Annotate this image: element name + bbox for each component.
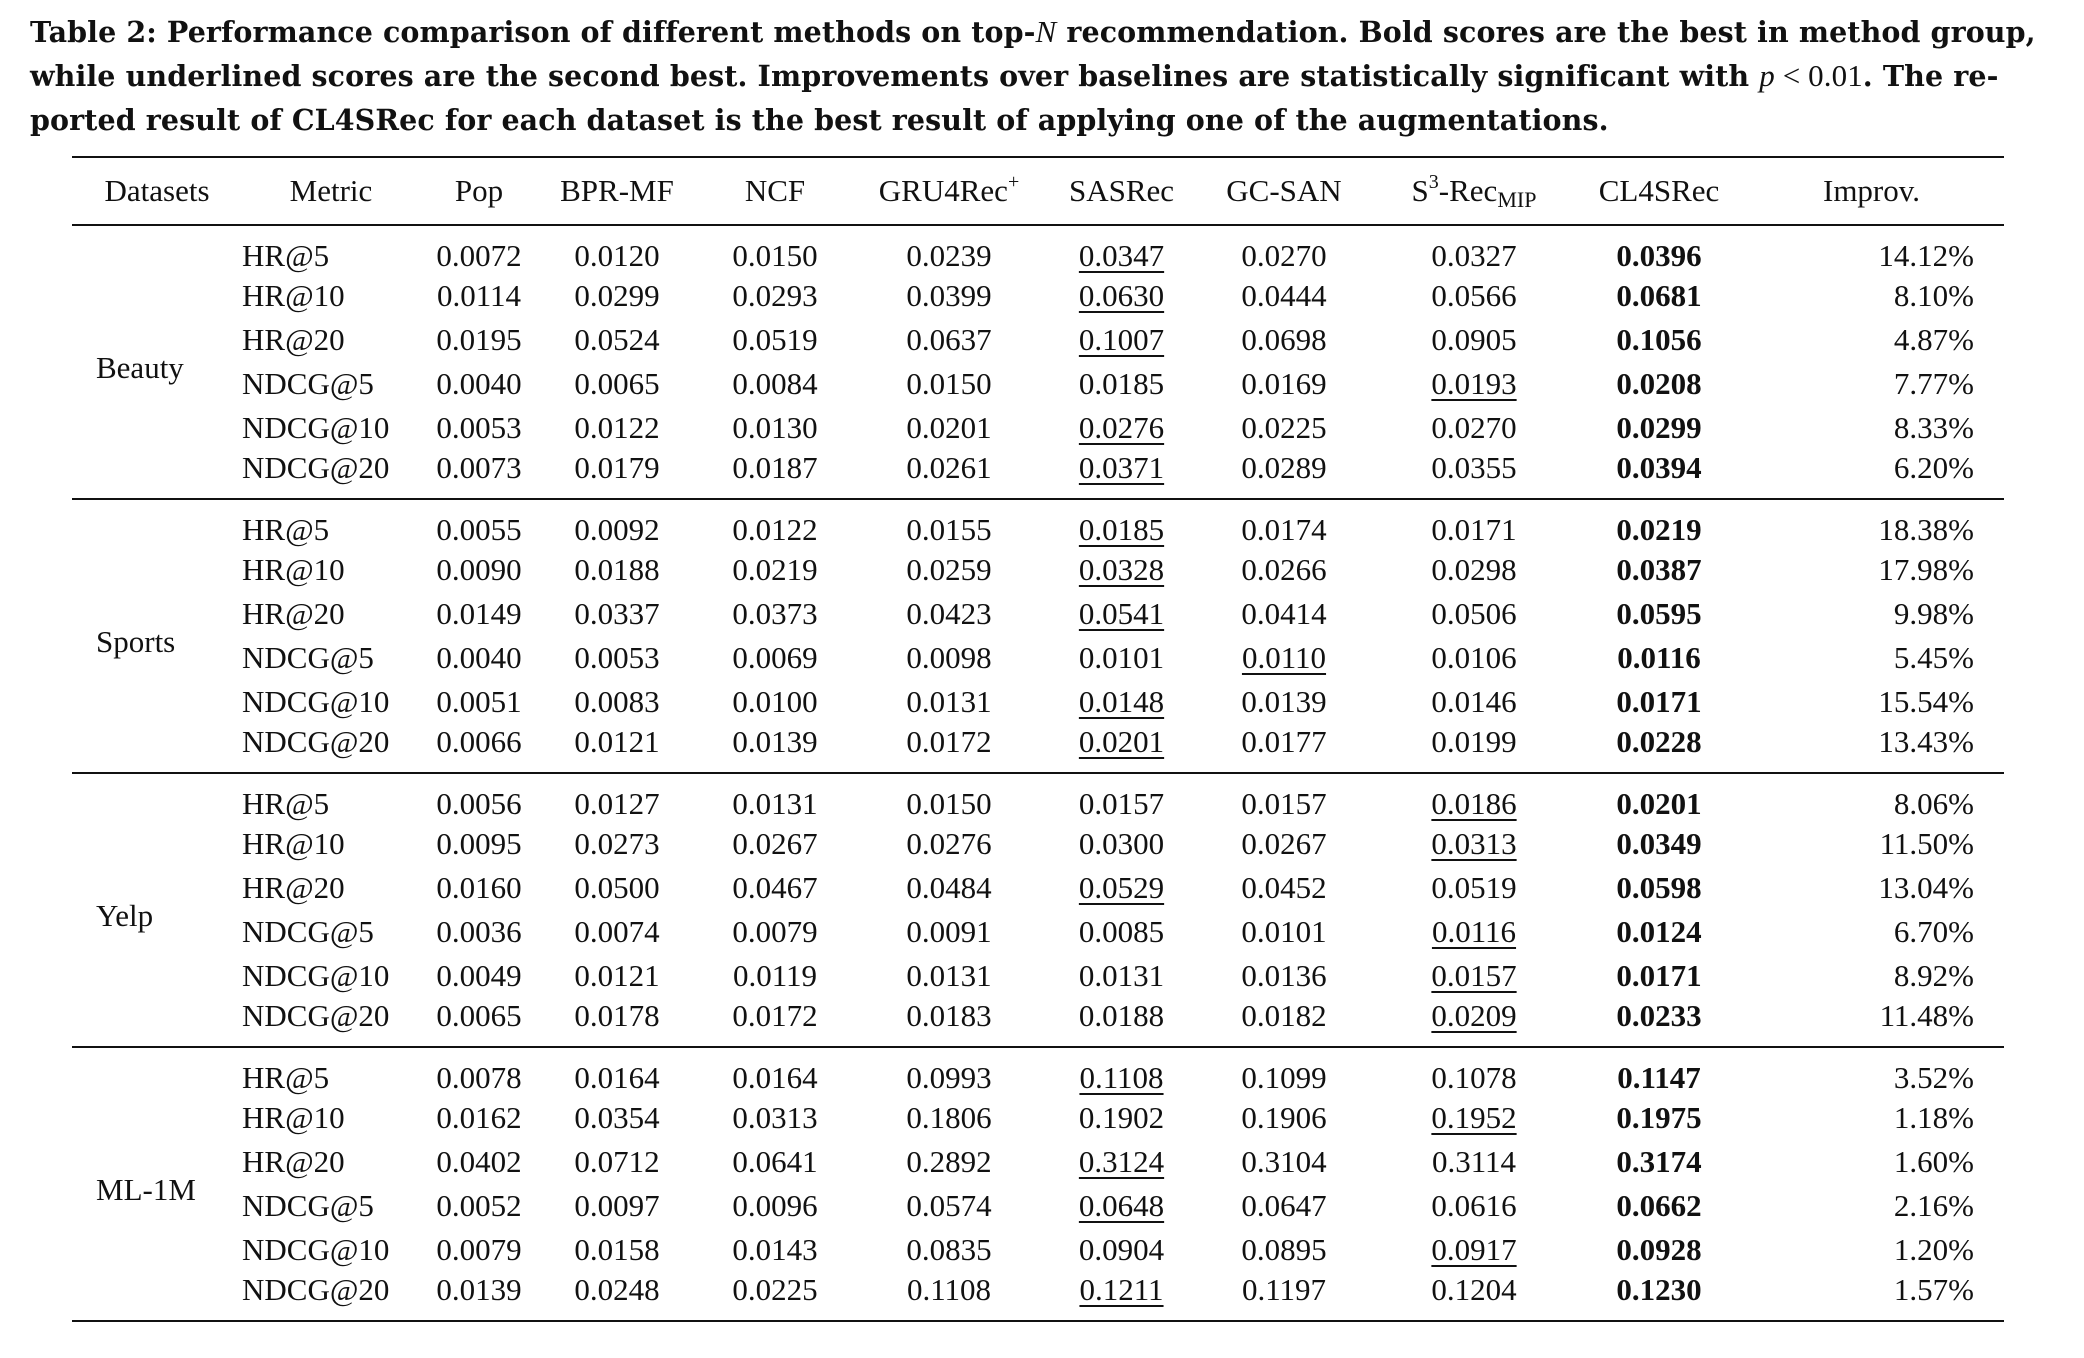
improvement-cell: 17.98% [1878,552,1974,587]
score-cell: 0.0647 [1241,1188,1327,1223]
table-row [72,1184,2004,1228]
score-cell: 0.0261 [906,450,992,485]
score-cell: 0.0139 [732,724,818,759]
metric-name: NDCG@5 [242,1188,374,1223]
score-cell: 0.0917 [1431,1232,1517,1267]
score-cell: 0.3114 [1431,1144,1517,1179]
score-cell: 0.0120 [574,238,660,273]
score-cell: 0.0121 [574,724,660,759]
score-cell: 0.0574 [906,1188,992,1223]
improvement-cell: 6.20% [1893,450,1974,485]
score-cell: 0.0158 [574,1232,660,1267]
table-row [72,822,2004,866]
table-row [72,406,2004,450]
metric-name: HR@10 [242,826,345,861]
score-cell: 0.0414 [1241,596,1327,631]
score-cell: 0.0904 [1078,1232,1165,1267]
score-cell: 0.0270 [1431,410,1517,445]
metric-name: NDCG@10 [242,410,390,445]
improvement-cell: 1.18% [1893,1100,1974,1135]
table-row [72,773,2004,822]
score-cell: 0.0095 [436,826,522,861]
improvement-cell: 3.52% [1893,1060,1974,1095]
score-cell: 0.0097 [574,1188,660,1223]
score-cell: 0.0349 [1616,826,1702,861]
metric-name: HR@5 [242,238,330,273]
score-cell: 0.0266 [1241,552,1327,587]
table-row [72,362,2004,406]
improvement-cell: 8.10% [1893,278,1974,313]
score-cell: 0.0201 [1616,786,1702,821]
score-cell: 0.0201 [906,410,992,445]
score-cell: 0.0171 [1431,512,1517,547]
score-cell: 0.0524 [574,322,660,357]
score-cell: 0.0637 [906,322,992,357]
score-cell: 0.0157 [1431,958,1517,993]
score-cell: 0.1230 [1616,1272,1702,1307]
dataset-group [72,225,2004,499]
score-cell: 0.0519 [732,322,818,357]
score-cell: 0.0177 [1241,724,1327,759]
score-cell: 0.0065 [436,998,522,1033]
score-cell: 0.0124 [1616,914,1702,949]
score-cell: 0.0327 [1431,238,1517,273]
score-cell: 0.0148 [1078,684,1165,719]
score-cell: 0.0355 [1431,450,1517,485]
score-cell: 0.0179 [574,450,660,485]
header-pop: Pop [454,173,504,208]
score-cell: 0.0273 [574,826,660,861]
score-cell: 0.0150 [906,366,992,401]
score-cell: 0.0131 [906,958,992,993]
metric-name: HR@20 [242,596,345,631]
score-cell: 0.0328 [1078,552,1165,587]
table-row [72,1272,2004,1321]
score-cell: 0.0228 [1616,724,1702,759]
score-cell: 0.0371 [1078,450,1165,485]
score-cell: 0.0313 [1431,826,1517,861]
score-cell: 0.0444 [1241,278,1327,313]
table-row [72,724,2004,773]
score-cell: 0.0394 [1616,450,1702,485]
score-cell: 0.0106 [1431,640,1517,675]
improvement-cell: 9.98% [1893,596,1974,631]
score-cell: 0.0347 [1078,238,1165,273]
score-cell: 0.0467 [732,870,818,905]
improvement-cell: 8.06% [1893,786,1974,821]
improvement-cell: 4.87% [1893,322,1974,357]
improvement-cell: 1.60% [1893,1144,1974,1179]
score-cell: 0.0110 [1241,640,1327,675]
score-cell: 0.0187 [732,450,818,485]
score-cell: 0.0905 [1431,322,1517,357]
score-cell: 0.0452 [1241,870,1327,905]
score-cell: 0.0065 [574,366,660,401]
score-cell: 0.1197 [1241,1272,1327,1307]
score-cell: 0.0219 [1616,512,1702,547]
score-cell: 0.0036 [436,914,522,949]
score-cell: 0.0150 [732,238,818,273]
score-cell: 0.0373 [732,596,818,631]
score-cell: 0.0185 [1078,512,1165,547]
score-cell: 0.0298 [1431,552,1517,587]
dataset-name: Sports [96,624,176,659]
score-cell: 0.0300 [1078,826,1165,861]
score-cell: 0.0598 [1616,870,1702,905]
score-cell: 0.0053 [574,640,660,675]
score-cell: 0.0178 [574,998,660,1033]
table-row [72,1047,2004,1096]
score-cell: 0.0130 [732,410,818,445]
dataset-name: ML-1M [96,1172,196,1207]
score-cell: 0.0500 [574,870,660,905]
score-cell: 0.0172 [732,998,818,1033]
score-cell: 0.0630 [1078,278,1165,313]
table-row [72,636,2004,680]
score-cell: 0.0313 [732,1100,818,1135]
score-cell: 0.0233 [1616,998,1702,1033]
score-cell: 0.1806 [906,1100,992,1135]
score-cell: 0.0641 [732,1144,818,1179]
table-row [72,318,2004,362]
dataset-group [72,1047,2004,1321]
score-cell: 0.0267 [1241,826,1327,861]
score-cell: 0.3124 [1078,1144,1165,1179]
header-s3rec: $S^3-Rec_{MIP}$ [1411,171,1537,212]
score-cell: 0.1108 [906,1272,992,1307]
metric-name: HR@20 [242,1144,345,1179]
score-cell: 0.2892 [906,1144,992,1179]
header-gcsan: GC-SAN [1226,173,1342,208]
score-cell: 0.0069 [732,640,818,675]
score-cell: 0.0049 [436,958,522,993]
score-cell: 0.0171 [1616,958,1702,993]
score-cell: 0.0072 [436,238,522,273]
table-row [72,450,2004,499]
score-cell: 0.0164 [574,1060,660,1095]
score-cell: 0.0185 [1078,366,1165,401]
score-cell: 0.1952 [1431,1100,1517,1135]
header-row [72,157,2004,225]
table-row [72,499,2004,548]
improvement-cell: 11.48% [1879,998,1974,1033]
table-row [72,1228,2004,1272]
score-cell: 0.0506 [1431,596,1517,631]
dataset-name: Beauty [96,350,184,385]
dataset-group [72,499,2004,773]
score-cell: 0.0078 [436,1060,522,1095]
score-cell: 0.0225 [1241,410,1327,445]
improvement-cell: 2.16% [1893,1188,1974,1223]
improvement-cell: 13.43% [1878,724,1974,759]
metric-name: NDCG@20 [242,998,390,1033]
score-cell: 0.0053 [436,410,522,445]
metric-name: NDCG@10 [242,1232,390,1267]
score-cell: 0.0157 [1078,786,1165,821]
score-cell: 0.0052 [436,1188,522,1223]
score-cell: 0.0079 [732,914,818,949]
score-cell: 0.0595 [1616,596,1702,631]
score-cell: 0.1078 [1431,1060,1517,1095]
metric-name: NDCG@5 [242,366,374,401]
metric-name: NDCG@10 [242,958,390,993]
score-cell: 0.0484 [906,870,992,905]
score-cell: 0.0648 [1078,1188,1165,1223]
caption-line-3: ported result of CL4SRec for each dataset is the best result of applying one of the augmentations. [30,103,1609,137]
score-cell: 0.0116 [1617,640,1701,675]
table-row [72,1096,2004,1140]
improvement-cell: 14.12% [1878,238,1974,273]
score-cell: 0.0698 [1241,322,1327,357]
score-cell: 0.0131 [1078,958,1165,993]
score-cell: 0.0079 [436,1232,522,1267]
table-row [72,548,2004,592]
score-cell: 0.0083 [574,684,660,719]
score-cell: 0.3174 [1616,1144,1702,1179]
score-cell: 0.0225 [732,1272,818,1307]
score-cell: 0.0174 [1241,512,1327,547]
score-cell: 0.0354 [574,1100,660,1135]
metric-name: HR@5 [242,1060,330,1095]
score-cell: 0.1204 [1431,1272,1517,1307]
table-row [72,225,2004,274]
metric-name: NDCG@5 [242,640,374,675]
metric-name: HR@5 [242,512,330,547]
score-cell: 0.0096 [732,1188,818,1223]
metric-name: HR@20 [242,870,345,905]
score-cell: 0.0299 [574,278,660,313]
score-cell: 0.0928 [1616,1232,1702,1267]
score-cell: 0.0248 [574,1272,660,1307]
score-cell: 0.0169 [1241,366,1327,401]
score-cell: 0.1108 [1079,1060,1164,1095]
score-cell: 0.0091 [906,914,992,949]
results-table [72,156,2004,1322]
score-cell: 0.0084 [732,366,818,401]
metric-name: NDCG@20 [242,450,390,485]
score-cell: 0.0122 [574,410,660,445]
score-cell: 0.0186 [1431,786,1517,821]
caption-line-2: while underlined scores are the second best. Improvements over baselines are statistically significant with p < 0.01. The re- [30,58,1999,93]
table-row [72,954,2004,998]
improvement-cell: 11.50% [1879,826,1974,861]
improvement-cell: 6.70% [1893,914,1974,949]
score-cell: 0.0157 [1241,786,1327,821]
table-row [72,998,2004,1047]
score-cell: 0.0073 [436,450,522,485]
improvement-cell: 1.57% [1893,1272,1974,1307]
score-cell: 0.0239 [906,238,992,273]
improvement-cell: 8.33% [1893,410,1974,445]
score-cell: 0.0299 [1616,410,1702,445]
score-cell: 0.0114 [436,278,522,313]
score-cell: 0.1975 [1616,1100,1702,1135]
score-cell: 0.0040 [436,366,522,401]
score-cell: 0.0259 [906,552,992,587]
score-cell: 0.1211 [1079,1272,1164,1307]
improvement-cell: 13.04% [1878,870,1974,905]
score-cell: 0.0116 [1431,914,1517,949]
score-cell: 0.0171 [1616,684,1702,719]
header-cl4srec: CL4SRec [1598,173,1720,208]
improvement-cell: 7.77% [1893,366,1974,401]
score-cell: 0.0541 [1078,596,1165,631]
metric-name: HR@10 [242,278,345,313]
score-cell: 0.0662 [1616,1188,1702,1223]
score-cell: 0.0209 [1431,998,1517,1033]
score-cell: 0.0101 [1241,914,1327,949]
score-cell: 0.0155 [906,512,992,547]
score-cell: 0.0121 [574,958,660,993]
score-cell: 0.0519 [1431,870,1517,905]
table-row [72,1140,2004,1184]
score-cell: 0.0122 [732,512,818,547]
score-cell: 0.0293 [732,278,818,313]
score-cell: 0.0835 [906,1232,992,1267]
score-cell: 0.0162 [436,1100,522,1135]
score-cell: 0.0188 [574,552,660,587]
dataset-name: Yelp [96,898,154,933]
score-cell: 0.0201 [1078,724,1165,759]
score-cell: 0.0066 [436,724,522,759]
caption-math: p < 0.01 [1759,58,1863,93]
score-cell: 0.0195 [436,322,522,357]
score-cell: 0.0090 [436,552,522,587]
score-cell: 0.0193 [1431,366,1517,401]
caption-line-1: Table 2: Performance comparison of different methods on top-N recommendation. Bold scores are the best in method group, [30,14,2036,49]
score-cell: 0.0139 [436,1272,522,1307]
table-row [72,592,2004,636]
score-cell: 0.0267 [732,826,818,861]
table-row [72,680,2004,724]
metric-name: HR@10 [242,552,345,587]
score-cell: 0.0182 [1241,998,1327,1033]
score-cell: 0.0051 [436,684,522,719]
score-cell: 0.0139 [1241,684,1327,719]
score-cell: 0.1007 [1078,322,1165,357]
score-cell: 0.0270 [1241,238,1327,273]
score-cell: 0.1906 [1241,1100,1327,1135]
score-cell: 0.0566 [1431,278,1517,313]
score-cell: 0.1099 [1241,1060,1327,1095]
score-cell: 0.1902 [1078,1100,1165,1135]
metric-name: NDCG@10 [242,684,390,719]
score-cell: 0.0150 [906,786,992,821]
metric-name: HR@5 [242,786,330,821]
score-cell: 0.0616 [1431,1188,1517,1223]
header-bprmf: BPR-MF [560,173,674,208]
header-metric: Metric [289,173,373,208]
improvement-cell: 15.54% [1878,684,1974,719]
score-cell: 0.0276 [906,826,992,861]
score-cell: 0.0092 [574,512,660,547]
score-cell: 0.0119 [732,958,818,993]
caption-var-n: N [1035,14,1057,49]
header-sasrec: SASRec [1068,173,1175,208]
score-cell: 0.0136 [1241,958,1327,993]
score-cell: 0.0074 [574,914,660,949]
score-cell: 0.0208 [1616,366,1702,401]
score-cell: 0.1147 [1617,1060,1701,1095]
header-ncf: NCF [744,173,806,208]
score-cell: 0.0160 [436,870,522,905]
score-cell: 0.0143 [732,1232,818,1267]
score-cell: 0.0098 [906,640,992,675]
score-cell: 0.0681 [1616,278,1702,313]
improvement-cell: 1.20% [1893,1232,1974,1267]
score-cell: 0.0219 [732,552,818,587]
table-caption [30,10,2055,142]
score-cell: 0.0100 [732,684,818,719]
score-cell: 0.0127 [574,786,660,821]
score-cell: 0.0199 [1431,724,1517,759]
header-gru4rec: GRU4Rec+ [878,171,1020,208]
score-cell: 0.0172 [906,724,992,759]
metric-name: NDCG@20 [242,724,390,759]
score-cell: 0.0276 [1078,410,1165,445]
score-cell: 0.0289 [1241,450,1327,485]
score-cell: 0.0149 [436,596,522,631]
table-row [72,866,2004,910]
score-cell: 0.1056 [1616,322,1702,357]
score-cell: 0.0146 [1431,684,1517,719]
score-cell: 0.0387 [1616,552,1702,587]
score-cell: 0.0040 [436,640,522,675]
table-row [72,274,2004,318]
improvement-cell: 5.45% [1893,640,1974,675]
score-cell: 0.0895 [1241,1232,1327,1267]
score-cell: 0.0164 [732,1060,818,1095]
score-cell: 0.0337 [574,596,660,631]
score-cell: 0.0131 [732,786,818,821]
score-cell: 0.0423 [906,596,992,631]
metric-name: HR@20 [242,322,345,357]
score-cell: 0.0188 [1078,998,1165,1033]
header-improv: Improv. [1823,173,1920,208]
dataset-group [72,773,2004,1047]
score-cell: 0.0993 [906,1060,992,1095]
score-cell: 0.0085 [1078,914,1165,949]
metric-name: NDCG@5 [242,914,374,949]
score-cell: 0.0399 [906,278,992,313]
score-cell: 0.0183 [906,998,992,1033]
metric-name: NDCG@20 [242,1272,390,1307]
header-datasets: Datasets [104,173,210,208]
score-cell: 0.0712 [574,1144,660,1179]
metric-name: HR@10 [242,1100,345,1135]
score-cell: 0.3104 [1241,1144,1327,1179]
score-cell: 0.0055 [436,512,522,547]
score-cell: 0.0396 [1616,238,1702,273]
score-cell: 0.0131 [906,684,992,719]
score-cell: 0.0101 [1078,640,1165,675]
score-cell: 0.0056 [436,786,522,821]
score-cell: 0.0402 [436,1144,522,1179]
score-cell: 0.0529 [1078,870,1165,905]
table-row [72,910,2004,954]
improvement-cell: 8.92% [1893,958,1974,993]
improvement-cell: 18.38% [1878,512,1974,547]
